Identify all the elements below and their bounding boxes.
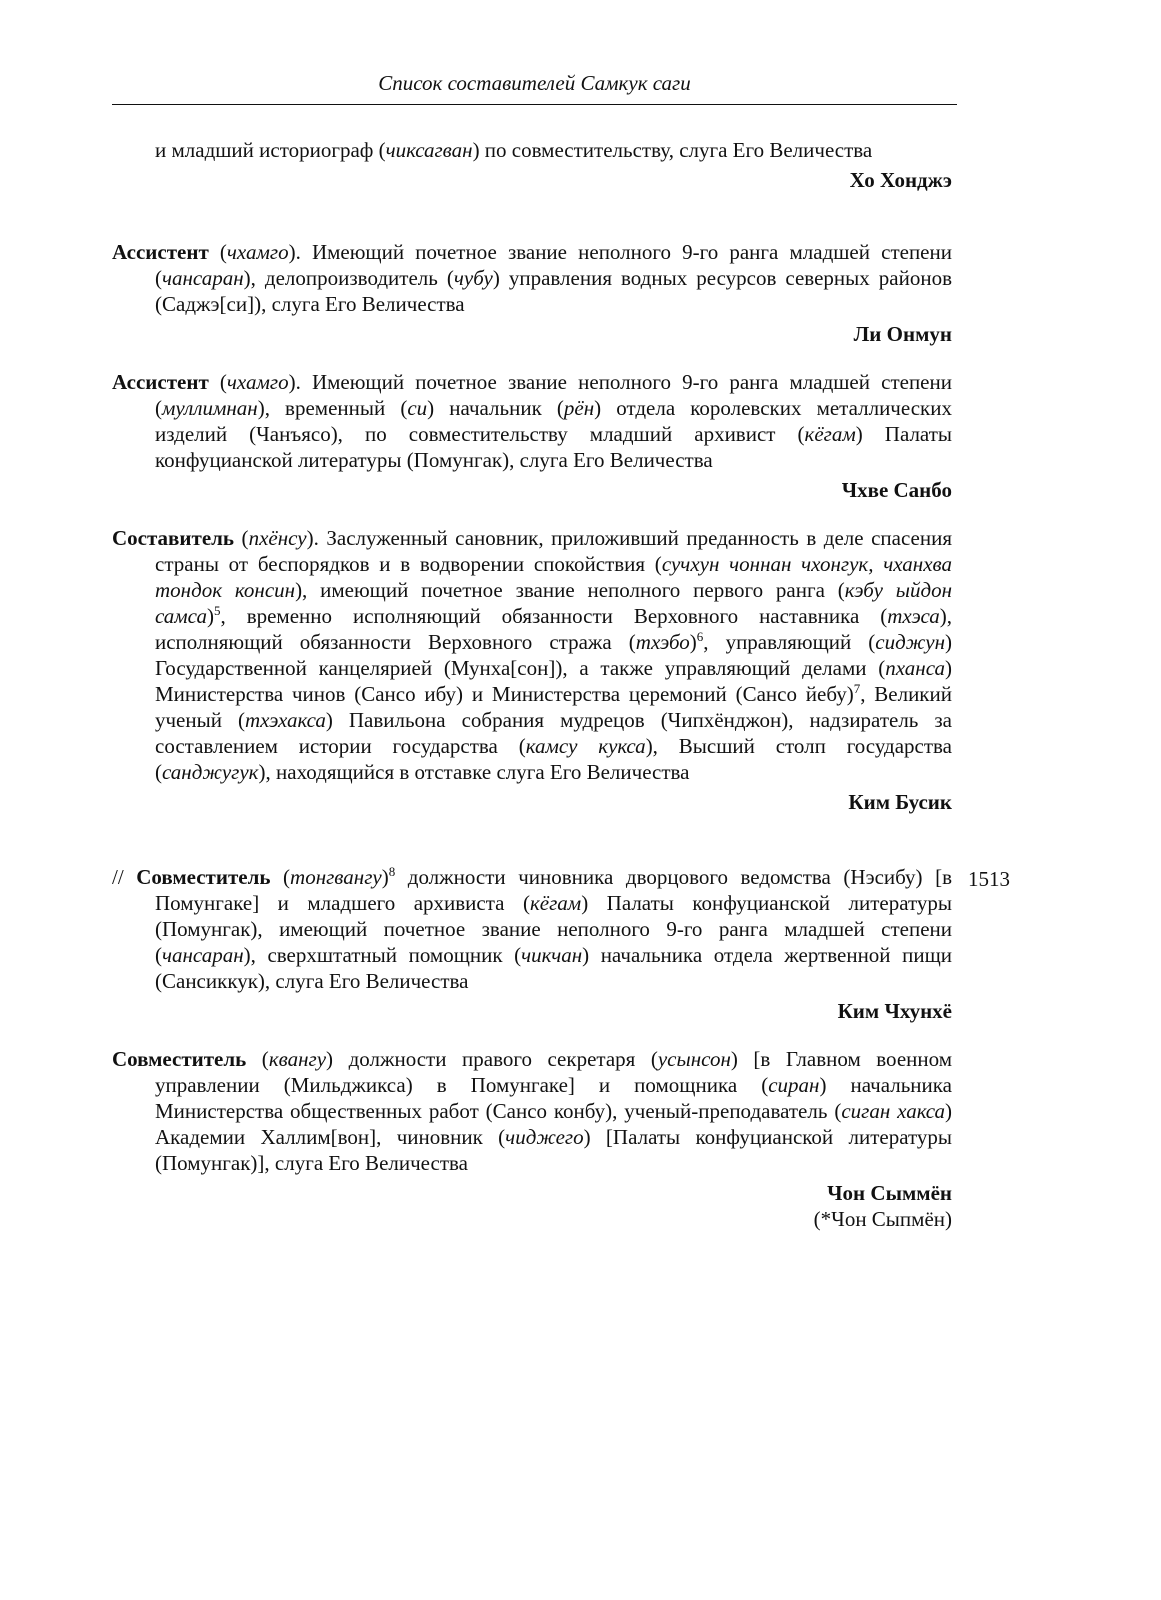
entry-text: Ассистент (чхамго). Имеющий почетное звание неполного 9-го ранга младшей степени (чансаран), делопроизводитель (чубу) управления водных ресурсов северных районов (Саджэ[си]), слуга Его Величества	[112, 240, 953, 316]
role-term: Ассистент	[112, 240, 209, 264]
entry-text: и младший историограф (чиксагван) по совместительству, слуга Его Величества	[155, 138, 873, 162]
compiler-name: Чхве Санбо	[841, 478, 952, 502]
compiler-name: Ким Бусик	[848, 790, 952, 814]
footnote-ref: 8	[388, 864, 396, 879]
role-term: Совместитель	[112, 1047, 247, 1071]
compiler-name: Чон Сыммён	[827, 1181, 952, 1205]
entry-chon-symmyon	[112, 1046, 952, 1232]
compiler-name-alt: (*Чон Сыпмён)	[813, 1207, 952, 1231]
entry-li-onmun	[112, 239, 952, 347]
entry-text: Составитель (пхёнсу). Заслуженный сановник, приложивший преданность в деле спасения страны от беспорядков и в водворении спокойствия (сучхун чоннан чхонгук, чханхва тондок консин), имеющий почетное звание неполного первого ранга (кэбу ыйдон самса)$^5$, временно исполняющий обязанности Верховного наставника (тхэса), исполняющий обязанности Верховного стража (тхэбо)$^6$, управляющий (сиджун) Государственной канцелярией (Мунха[сон]), а также управляющий делами (пханса) Министерства чинов (Сансо ибу) и Министерства церемоний (Сансо йебу)$^7$, Великий ученый (тхэхакса) Павильона собрания мудрецов (Чипхёнджон), надзиратель за составлением истории государства (камсу кукса), Высший столп государства (санджугук), находящийся в отставке слуга Его Величества	[112, 526, 952, 784]
header-rule	[112, 104, 957, 105]
entry-text: Совместитель (квангу) должности правого секретаря (усынсон) [в Главном военном управлении (Мильджикса) в Помунгаке] и помощника (сиран) начальника Министерства общественных работ (Сансо конбу), ученый-преподаватель (сиган хакса) Академии Халлим[вон], чиновник (чиджего) [Палаты конфуцианской литературы (Помунгак)], слуга Его Величества	[112, 1047, 953, 1175]
compiler-name: Ким Чхунхё	[837, 999, 952, 1023]
entry-text: // Совместитель (тонгвангу)$^8$ должности чиновника дворцового ведомства (Нэсибу) [в Помунгаке] и младшего архивиста (кёгам) Палаты конфуцианской литературы (Помунгак), имеющий почетное звание неполного 9-го ранга младшей степени (чансаран), сверхштатный помощник (чикчан) начальника отдела жертвенной пищи (Сансиккук), слуга Его Величества	[112, 864, 952, 993]
footnote-ref: 6	[696, 629, 704, 644]
role-term: Ассистент	[112, 370, 209, 394]
margin-page-number: 1513	[968, 867, 1010, 891]
entry-kim-chhunhyo	[112, 864, 952, 1024]
compiler-name: Хо Хонджэ	[849, 168, 952, 192]
page-break-mark: //	[112, 865, 137, 889]
page-header: Список составителей Самкук саги	[378, 71, 691, 95]
footnote-ref: 5	[213, 603, 221, 618]
footnote-ref: 7	[853, 681, 861, 696]
entry-text: Ассистент (чхамго). Имеющий почетное звание неполного 9-го ранга младшей степени (муллимнан), временный (си) начальник (рён) отдела королевских металлических изделий (Чанъясо), по совместительству младший архивист (кёгам) Палаты конфуцианской литературы (Помунгак), слуга Его Величества	[112, 370, 952, 472]
entry-ho-honje	[112, 137, 952, 193]
entry-kim-busik	[112, 525, 952, 815]
role-term: Совместитель	[136, 865, 271, 889]
compiler-name: Ли Онмун	[853, 322, 952, 346]
role-term: Составитель	[112, 526, 235, 550]
entry-chhve-sanbo	[112, 369, 952, 503]
